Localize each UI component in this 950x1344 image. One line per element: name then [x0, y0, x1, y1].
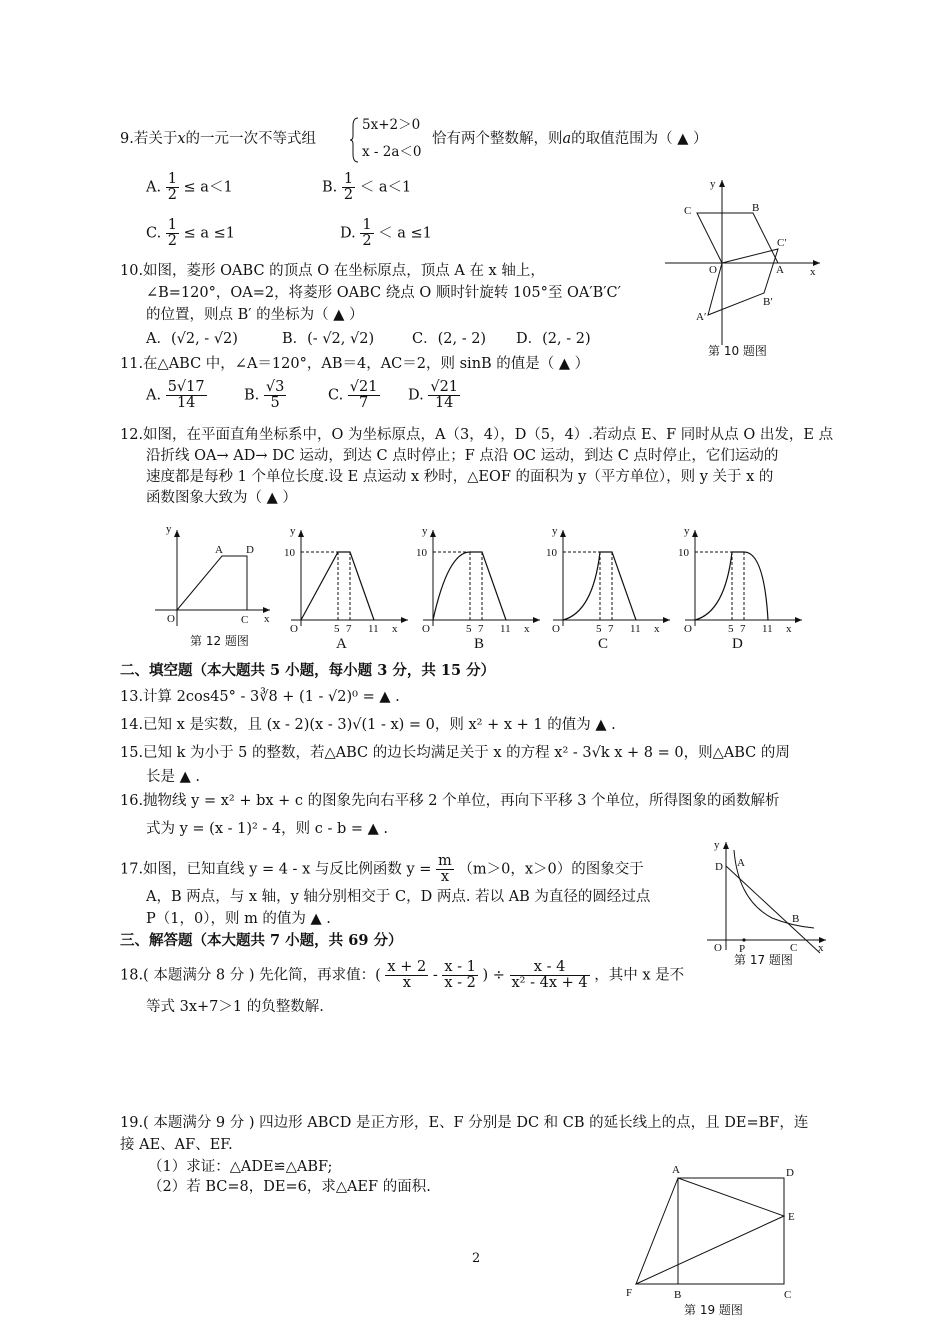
- q17-line1: 17.如图，已知直线 y = 4 - x 与反比例函数 y = $\frac{m}{x}$ （m＞0，x＞0）的图象交于: [120, 853, 644, 885]
- fig10-label-b: B: [752, 202, 760, 214]
- q18-line2: 等式 3x+7＞1 的负整数解.: [146, 999, 324, 1015]
- svg-text:B: B: [792, 913, 800, 925]
- svg-text:E: E: [788, 1211, 795, 1223]
- svg-text:5: 5: [334, 623, 340, 635]
- graph-b-label: B: [474, 636, 485, 652]
- graph-a-label: A: [336, 636, 347, 652]
- fig10-rhombus: [660, 175, 830, 365]
- svg-text:y: y: [552, 525, 558, 537]
- svg-text:O: O: [422, 623, 430, 635]
- svg-text:B: B: [674, 1289, 682, 1301]
- svg-text:y: y: [166, 523, 172, 535]
- graph-d-label: D: [732, 636, 743, 652]
- svg-text:O: O: [290, 623, 298, 635]
- graph-b: [418, 522, 543, 654]
- fig10-label-ap: A′: [696, 311, 707, 323]
- svg-text:C: C: [784, 1289, 792, 1301]
- svg-text:x: x: [818, 942, 824, 954]
- fig19-caption: 第 19 题图: [684, 1303, 743, 1317]
- svg-text:P: P: [739, 943, 746, 955]
- svg-text:5: 5: [728, 623, 734, 635]
- q12-line3: 速度都是每秒 1 个单位长度.设 E 点运动 x 秒时，△EOF 的面积为 y（平方单位），则 y 关于 x 的: [146, 469, 774, 485]
- svg-text:x: x: [786, 623, 792, 635]
- graph-c-label: C: [598, 636, 609, 652]
- q19-part1: （1）求证：△ADE≌△ABF;: [148, 1159, 333, 1175]
- q9-stem: 9.若关于x的一元一次不等式组: [120, 131, 317, 147]
- svg-text:7: 7: [478, 623, 484, 635]
- q10-line1: 10.如图，菱形 OABC 的顶点 O 在坐标原点，顶点 A 在 x 轴上，: [120, 263, 545, 279]
- fig19-square: [622, 1160, 812, 1320]
- graph-d: [680, 522, 805, 654]
- fig17-caption: 第 17 题图: [734, 953, 793, 967]
- q10-option-b: B．(- √2, √2): [282, 331, 375, 347]
- q17-line2: A，B 两点，与 x 轴，y 轴分别相交于 C，D 两点. 若以 AB 为直径的圆经过点: [146, 889, 651, 905]
- fig12-caption: 第 12 题图: [190, 634, 249, 648]
- q12-line4: 函数图象大致为（ ▲ ）: [146, 490, 297, 506]
- q10-line3: 的位置，则点 B′ 的坐标为（ ▲ ）: [146, 307, 364, 323]
- q9-option-c: C. $\frac{1}{2}$ ≤ a ≤1: [146, 217, 236, 249]
- svg-text:11: 11: [762, 623, 773, 635]
- q11-option-b: B. $\frac{√3}{5}$: [244, 379, 285, 411]
- graph-a: [286, 522, 411, 654]
- svg-text:5: 5: [466, 623, 472, 635]
- fig12-trapezoid: [150, 522, 275, 654]
- svg-text:x: x: [264, 613, 270, 625]
- q9-stem-tail: 恰有两个整数解，则a的取值范围为（ ▲ ）: [432, 131, 708, 147]
- q16-line1: 16.抛物线 y = x² + bx + c 的图象先向右平移 2 个单位，再向下平移 3 个单位，所得图象的函数解析: [120, 793, 780, 809]
- svg-text:C: C: [790, 942, 798, 954]
- svg-text:y: y: [290, 525, 296, 537]
- svg-text:x: x: [392, 623, 398, 635]
- svg-text:7: 7: [346, 623, 352, 635]
- q17-line3: P（1，0），则 m 的值为 ▲ .: [146, 911, 331, 927]
- fig10-label-o: O: [709, 264, 717, 276]
- q19-part2: （2）若 BC=8，DE=6，求△AEF 的面积.: [148, 1179, 431, 1195]
- q15-line2: 长是 ▲ .: [146, 769, 200, 785]
- svg-text:D: D: [786, 1167, 794, 1179]
- svg-text:O: O: [684, 623, 692, 635]
- svg-text:x: x: [524, 623, 530, 635]
- svg-text:D: D: [715, 861, 723, 873]
- section-2-heading: 二、填空题（本大题共 5 小题，每小题 3 分，共 15 分）: [120, 662, 496, 679]
- q18-line1: 18.( 本题满分 8 分 ) 先化简，再求值：( $\frac{x + 2}{x}$ - $\frac{x - 1}{x - 2}$ ) ÷ $\frac{x - 4}{\text{x² - 4x + 4}}$ ，其中 x 是不: [120, 959, 685, 991]
- fig10-label-x: x: [810, 266, 816, 278]
- q14: 14.已知 x 是实数，且 (x - 2)(x - 3)√(1 - x) = 0，则 x² + x + 1 的值为 ▲ .: [120, 717, 616, 733]
- q9-ineq-1: 5x+2＞0: [362, 117, 421, 133]
- svg-text:10: 10: [284, 547, 295, 559]
- svg-text:O: O: [714, 942, 722, 954]
- svg-text:y: y: [714, 839, 720, 851]
- q10-line2: ∠B=120°，OA=2，将菱形 OABC 绕点 O 顺时针旋转 105°至 OA′B′C′: [146, 285, 621, 301]
- svg-text:5: 5: [596, 623, 602, 635]
- fig10-label-cp: C′: [777, 237, 787, 249]
- svg-text:11: 11: [630, 623, 641, 635]
- svg-text:A: A: [672, 1164, 680, 1176]
- q19-line1: 19.( 本题满分 9 分 ) 四边形 ABCD 是正方形，E、F 分别是 DC 和 CB 的延长线上的点，且 DE=BF，连: [120, 1115, 809, 1131]
- q10-option-a: A．(√2, - √2): [146, 331, 238, 347]
- svg-text:11: 11: [368, 623, 379, 635]
- q13: 13.计算 2cos45° - 3∛8 + (1 - √2)⁰ = ▲ .: [120, 689, 400, 705]
- q11-option-a: A. $\frac{5√17}{14}$: [146, 379, 205, 411]
- q19-line2: 接 AE、AF、EF.: [120, 1137, 233, 1153]
- svg-text:11: 11: [500, 623, 511, 635]
- svg-text:O: O: [167, 613, 175, 625]
- svg-text:A: A: [737, 857, 745, 869]
- svg-text:y: y: [684, 525, 690, 537]
- fig10-caption: 第 10 题图: [708, 344, 767, 358]
- section-3-heading: 三、解答题（本大题共 7 小题，共 69 分）: [120, 932, 403, 949]
- svg-text:10: 10: [416, 547, 427, 559]
- svg-text:7: 7: [608, 623, 614, 635]
- q9-ineq-2: x - 2a＜0: [362, 144, 422, 160]
- q10-option-d: D．(2, - 2): [516, 331, 591, 347]
- q9-brace: [350, 116, 360, 164]
- fig10-label-a: A: [776, 264, 784, 276]
- svg-text:y: y: [422, 525, 428, 537]
- q9-option-b: B. $\frac{1}{2}$ ＜ a＜1: [322, 171, 412, 203]
- svg-text:10: 10: [678, 547, 689, 559]
- q9-option-a: A. $\frac{1}{2}$ ≤ a＜1: [146, 171, 233, 203]
- q12-line2: 沿折线 OA→ AD→ DC 运动，到达 C 点时停止；F 点沿 OC 运动，到达 C 点时停止，它们运动的: [146, 448, 779, 464]
- q16-line2: 式为 y = (x - 1)² - 4，则 c - b = ▲ .: [146, 821, 389, 837]
- q10-option-c: C．(2, - 2): [412, 331, 487, 347]
- svg-text:C: C: [241, 614, 249, 626]
- fig10-label-c: C: [684, 205, 692, 217]
- svg-text:F: F: [626, 1287, 633, 1299]
- q11-stem: 11.在△ABC 中，∠A＝120°，AB＝4，AC＝2，则 sinB 的值是（ ▲ ）: [120, 356, 590, 372]
- q11-option-d: D. $\frac{√21}{14}$: [408, 379, 459, 411]
- q11-option-c: C. $\frac{√21}{7}$: [328, 379, 378, 411]
- svg-text:A: A: [215, 544, 223, 556]
- svg-text:x: x: [654, 623, 660, 635]
- fig17-hyperbola: [702, 838, 832, 970]
- fig10-label-y: y: [710, 178, 716, 190]
- svg-text:10: 10: [546, 547, 557, 559]
- q15-line1: 15.已知 k 为小于 5 的整数，若△ABC 的边长均满足关于 x 的方程 x² - 3√k x + 8 = 0，则△ABC 的周: [120, 745, 790, 761]
- fig10-label-bp: B′: [763, 296, 773, 308]
- svg-text:7: 7: [740, 623, 746, 635]
- graph-c: [548, 522, 673, 654]
- page-number: 2: [472, 1251, 481, 1266]
- svg-text:O: O: [552, 623, 560, 635]
- svg-text:D: D: [246, 544, 254, 556]
- q9-option-d: D. $\frac{1}{2}$ ＜ a ≤1: [340, 217, 432, 249]
- q12-line1: 12.如图，在平面直角坐标系中，O 为坐标原点，A（3，4），D（5，4）.若动点 E、F 同时从点 O 出发，E 点: [120, 427, 834, 443]
